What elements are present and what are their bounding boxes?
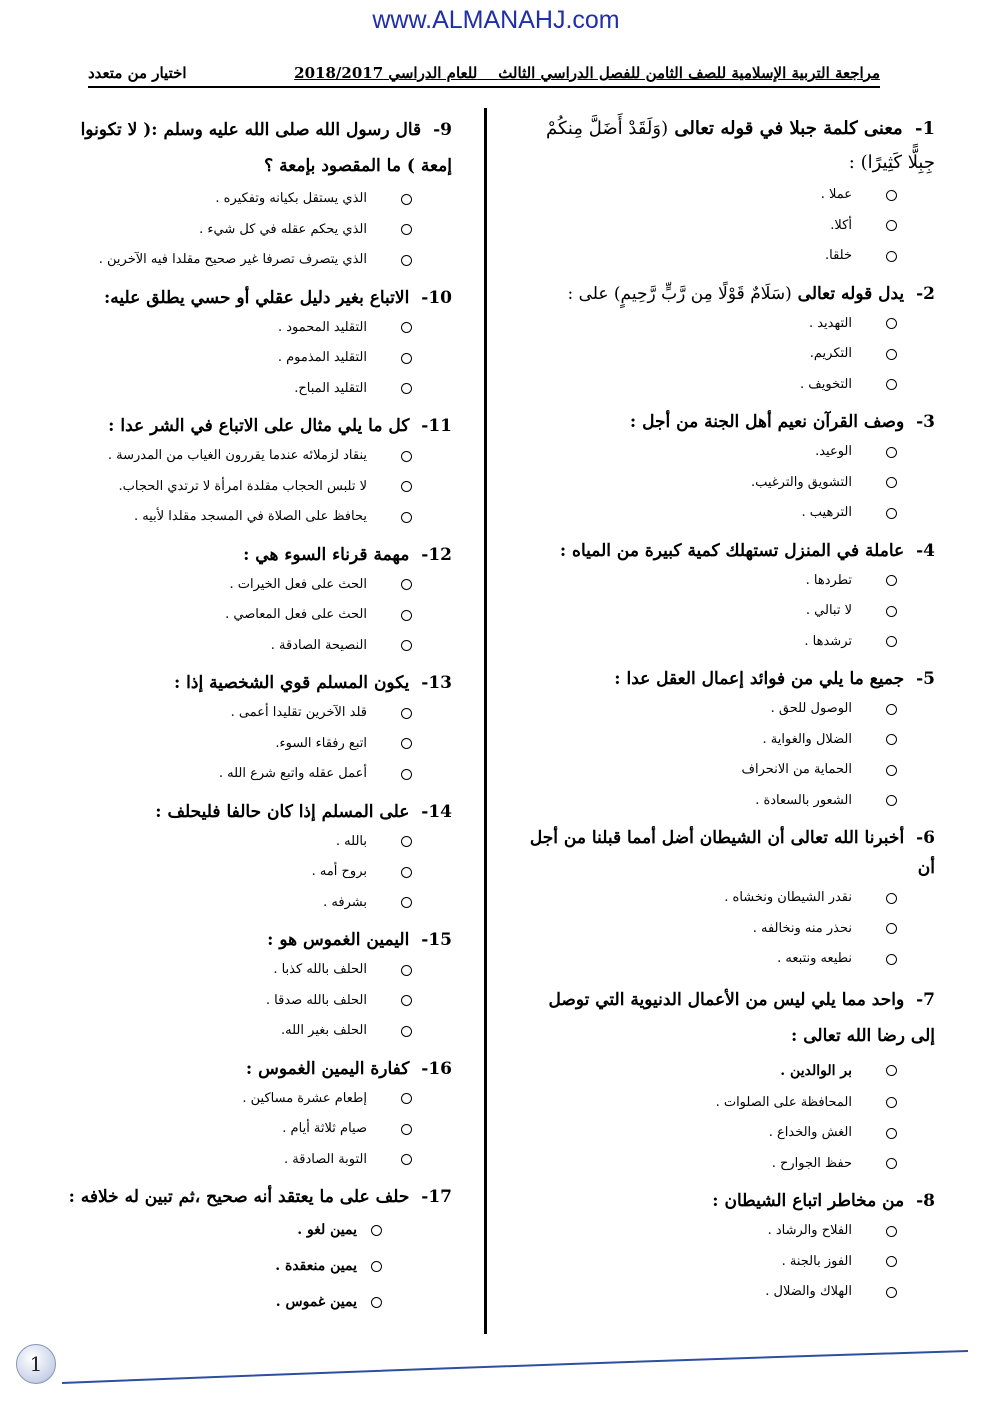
radio-icon[interactable] [401,640,412,651]
question-3: 3- وصف القرآن نعيم أهل الجنة من أجل : الوعيد. التشويق والترغيب. الترهيب . [520,407,935,529]
radio-icon[interactable] [371,1225,382,1236]
column-divider [484,108,487,1334]
option[interactable]: تطردها . [520,566,935,597]
option[interactable]: الوصول للحق . [520,694,935,725]
radio-icon[interactable] [886,795,897,806]
option[interactable]: الحلف بالله كذبا . [60,955,452,986]
option[interactable]: الحث على فعل الخيرات . [60,570,452,601]
option[interactable]: الترهيب . [520,498,935,529]
option[interactable]: نطيعه ونتبعه . [520,944,935,975]
radio-icon[interactable] [886,1287,897,1298]
question-quote: (وَلَقَدْ أَضَلَّ مِنكُمْ جِبِلًّا كَثِيرًا) : [546,118,935,173]
radio-icon[interactable] [401,867,412,878]
option[interactable]: بروح أمه . [60,857,452,888]
radio-icon[interactable] [401,738,412,749]
option[interactable]: نقدر الشيطان ونخشاه . [520,883,935,914]
radio-icon[interactable] [886,318,897,329]
question-11: 11- كل ما يلي مثال على الاتباع في الشر عدا : ينقاد لزملائه عندما يقررون الغياب من المدرسة . لا تلبس الحجاب مقلدة امرأة لا ترتدي الحجاب. يحافظ على الصلاة في المسجد مقلدا لأبيه . [60,411,452,533]
radio-icon[interactable] [886,1065,897,1076]
radio-icon[interactable] [401,353,412,364]
radio-icon[interactable] [401,1026,412,1037]
page-header [88,63,880,88]
option[interactable]: الفوز بالجنة . [520,1247,935,1278]
radio-icon[interactable] [371,1261,382,1272]
option[interactable]: يحافظ على الصلاة في المسجد مقلدا لأبيه . [60,502,452,533]
site-url[interactable]: www.ALMANAHJ.com [372,6,620,34]
option[interactable]: بالله . [60,827,452,858]
question-16: 16- كفارة اليمين الغموس : إطعام عشرة مساكين . صيام ثلاثة أيام . التوبة الصادقة . [60,1054,452,1176]
option[interactable]: خلقا. [520,241,935,272]
radio-icon[interactable] [886,704,897,715]
option[interactable]: التشويق والترغيب. [520,468,935,499]
option[interactable]: الهلاك والضلال . [520,1277,935,1308]
option[interactable]: الضلال والغواية . [520,725,935,756]
radio-icon[interactable] [401,1124,412,1135]
option[interactable]: الحماية من الانحراف [520,755,935,786]
question-7: 7- واحد مما يلي ليس من الأعمال الدنيوية التي توصل إلى رضا الله تعالى : بر الوالدين . المحافظة على الصلوات . الغش والخداع . حفظ الجوارح . [520,982,935,1180]
page-number-badge [16,1344,56,1384]
radio-icon[interactable] [886,1226,897,1237]
option[interactable]: حفظ الجوارح . [520,1149,935,1180]
option[interactable]: الوعيد. [520,437,935,468]
radio-icon[interactable] [401,769,412,780]
option[interactable]: التقليد المباح. [60,374,452,405]
radio-icon[interactable] [886,220,897,231]
option[interactable]: لا تلبس الحجاب مقلدة امرأة لا ترتدي الحجاب. [60,472,452,503]
option[interactable]: التقليد المحمود . [60,313,452,344]
option[interactable]: يمين غموس . [60,1284,422,1320]
radio-icon[interactable] [401,897,412,908]
option[interactable]: أكلا. [520,211,935,242]
radio-icon[interactable] [401,708,412,719]
question-13: 13- يكون المسلم قوي الشخصية إذا : قلد الآخرين تقليدا أعمى . اتبع رفقاء السوء. أعمل عقله واتبع شرع الله . [60,668,452,790]
option[interactable]: قلد الآخرين تقليدا أعمى . [60,698,452,729]
radio-icon[interactable] [886,1097,897,1108]
radio-icon[interactable] [401,1093,412,1104]
question-1: 1- معنى كلمة جبلا في قوله تعالى (وَلَقَدْ أَضَلَّ مِنكُمْ جِبِلًّا كَثِيرًا) : عملا . أكلا. خلقا. [520,112,935,272]
radio-icon[interactable] [886,1158,897,1169]
radio-icon[interactable] [886,251,897,262]
radio-icon[interactable] [886,606,897,617]
question-14: 14- على المسلم إذا كان حالفا فليحلف : بالله . بروح أمه . بشرفه . [60,797,452,919]
radio-icon[interactable] [401,512,412,523]
option[interactable]: أعمل عقله واتبع شرع الله . [60,759,452,790]
header-title: مراجعة التربية الإسلامية للصف الثامن للفصل الدراسي الثالث للعام الدراسي 2018/2017 [294,64,880,82]
option[interactable]: صيام ثلاثة أيام . [60,1114,452,1145]
option[interactable]: التقليد المذموم . [60,343,452,374]
option[interactable]: التخويف . [520,370,935,401]
option[interactable]: التهديد . [520,309,935,340]
option[interactable]: بشرفه . [60,888,452,919]
radio-icon[interactable] [401,255,412,266]
radio-icon[interactable] [401,322,412,333]
option[interactable]: بر الوالدين . [520,1054,935,1088]
question-8: 8- من مخاطر اتباع الشيطان : الفلاح والرشاد . الفوز بالجنة . الهلاك والضلال . [520,1186,935,1308]
radio-icon[interactable] [886,575,897,586]
option[interactable]: الشعور بالسعادة . [520,786,935,817]
option[interactable]: النصيحة الصادقة . [60,631,452,662]
question-5: 5- جميع ما يلي من فوائد إعمال العقل عدا : الوصول للحق . الضلال والغواية . الحماية من الانحراف الشعور بالسعادة . [520,664,935,816]
option[interactable]: الذي يتصرف تصرفا غير صحيح مقلدا فيه الآخرين . [60,245,452,276]
column-left [60,112,452,1327]
question-4: 4- عاملة في المنزل تستهلك كمية كبيرة من المياه : تطردها . لا تبالي . ترشدها . [520,536,935,658]
radio-icon[interactable] [401,383,412,394]
radio-icon[interactable] [401,836,412,847]
option[interactable]: التوبة الصادقة . [60,1145,452,1176]
radio-icon[interactable] [886,923,897,934]
option[interactable]: الفلاح والرشاد . [520,1216,935,1247]
option[interactable]: الحلف بالله صدقا . [60,986,452,1017]
option[interactable]: الغش والخداع . [520,1118,935,1149]
radio-icon[interactable] [886,1128,897,1139]
question-10: 10- الاتباع بغير دليل عقلي أو حسي يطلق عليه: التقليد المحمود . التقليد المذموم . التقليد المباح. [60,283,452,405]
question-17: 17- حلف على ما يعتقد أنه صحيح ،ثم تبين له خلافه : يمين لغو . يمين منعقدة . يمين غموس . [60,1182,452,1320]
option[interactable]: يمين منعقدة . [60,1248,422,1284]
option[interactable]: لا تبالي . [520,596,935,627]
option[interactable]: المحافظة على الصلوات . [520,1088,935,1119]
radio-icon[interactable] [371,1297,382,1308]
option[interactable]: الذي يستقل بكيانه وتفكيره . [60,184,452,215]
radio-icon[interactable] [886,1256,897,1267]
radio-icon[interactable] [886,447,897,458]
radio-icon[interactable] [886,349,897,360]
question-12: 12- مهمة قرناء السوء هي : الحث على فعل الخيرات . الحث على فعل المعاصي . النصيحة الصادقة . [60,540,452,662]
radio-icon[interactable] [401,579,412,590]
option[interactable]: ينقاد لزملائه عندما يقررون الغياب من المدرسة . [60,441,452,472]
radio-icon[interactable] [886,190,897,201]
footer-divider [62,1347,968,1387]
column-right [520,112,935,1315]
question-15: 15- اليمين الغموس هو : الحلف بالله كذبا . الحلف بالله صدقا . الحلف بغير الله. [60,925,452,1047]
radio-icon[interactable] [401,610,412,621]
question-6: 6- أخبرنا الله تعالى أن الشيطان أضل أمما قبلنا من أجل أن نقدر الشيطان ونخشاه . نحذر منه ونخالفه . نطيعه ونتبعه . [520,823,935,975]
question-quote: (سَلَامٌ قَوْلًا مِن رَّبٍّ رَّحِيمٍ) على : [567,283,792,304]
option[interactable]: إطعام عشرة مساكين . [60,1084,452,1115]
radio-icon[interactable] [401,481,412,492]
option[interactable]: الذي يحكم عقله في كل شيء . [60,215,452,246]
radio-icon[interactable] [886,379,897,390]
option[interactable]: نحذر منه ونخالفه . [520,914,935,945]
page-number: 1 [29,1352,43,1376]
radio-icon[interactable] [886,954,897,965]
radio-icon[interactable] [886,893,897,904]
radio-icon[interactable] [886,636,897,647]
option[interactable]: الحث على فعل المعاصي . [60,600,452,631]
option[interactable]: اتبع رفقاء السوء. [60,729,452,760]
question-2: 2- يدل قوله تعالى (سَلَامٌ قَوْلًا مِن رَّبٍّ رَّحِيمٍ) على : التهديد . التكريم. التخويف . [520,279,935,401]
option[interactable]: يمين لغو . [60,1212,422,1248]
radio-icon[interactable] [886,477,897,488]
radio-icon[interactable] [401,965,412,976]
option[interactable]: ترشدها . [520,627,935,658]
radio-icon[interactable] [886,765,897,776]
radio-icon[interactable] [401,224,412,235]
question-9: 9- قال رسول الله صلى الله عليه وسلم :( لا تكونوا إمعة ) ما المقصود بإمعة ؟ الذي يستقل بكيانه وتفكيره . الذي يحكم عقله في كل شيء . الذي يتصرف تصرفا غير صحيح مقلدا فيه الآخرين . [60,112,452,276]
header-type: اختيار من متعدد [88,64,187,82]
radio-icon[interactable] [886,734,897,745]
radio-icon[interactable] [886,508,897,519]
option[interactable]: الحلف بغير الله. [60,1016,452,1047]
option[interactable]: عملا . [520,180,935,211]
radio-icon[interactable] [401,451,412,462]
radio-icon[interactable] [401,995,412,1006]
option[interactable]: التكريم. [520,339,935,370]
radio-icon[interactable] [401,1154,412,1165]
radio-icon[interactable] [401,194,412,205]
